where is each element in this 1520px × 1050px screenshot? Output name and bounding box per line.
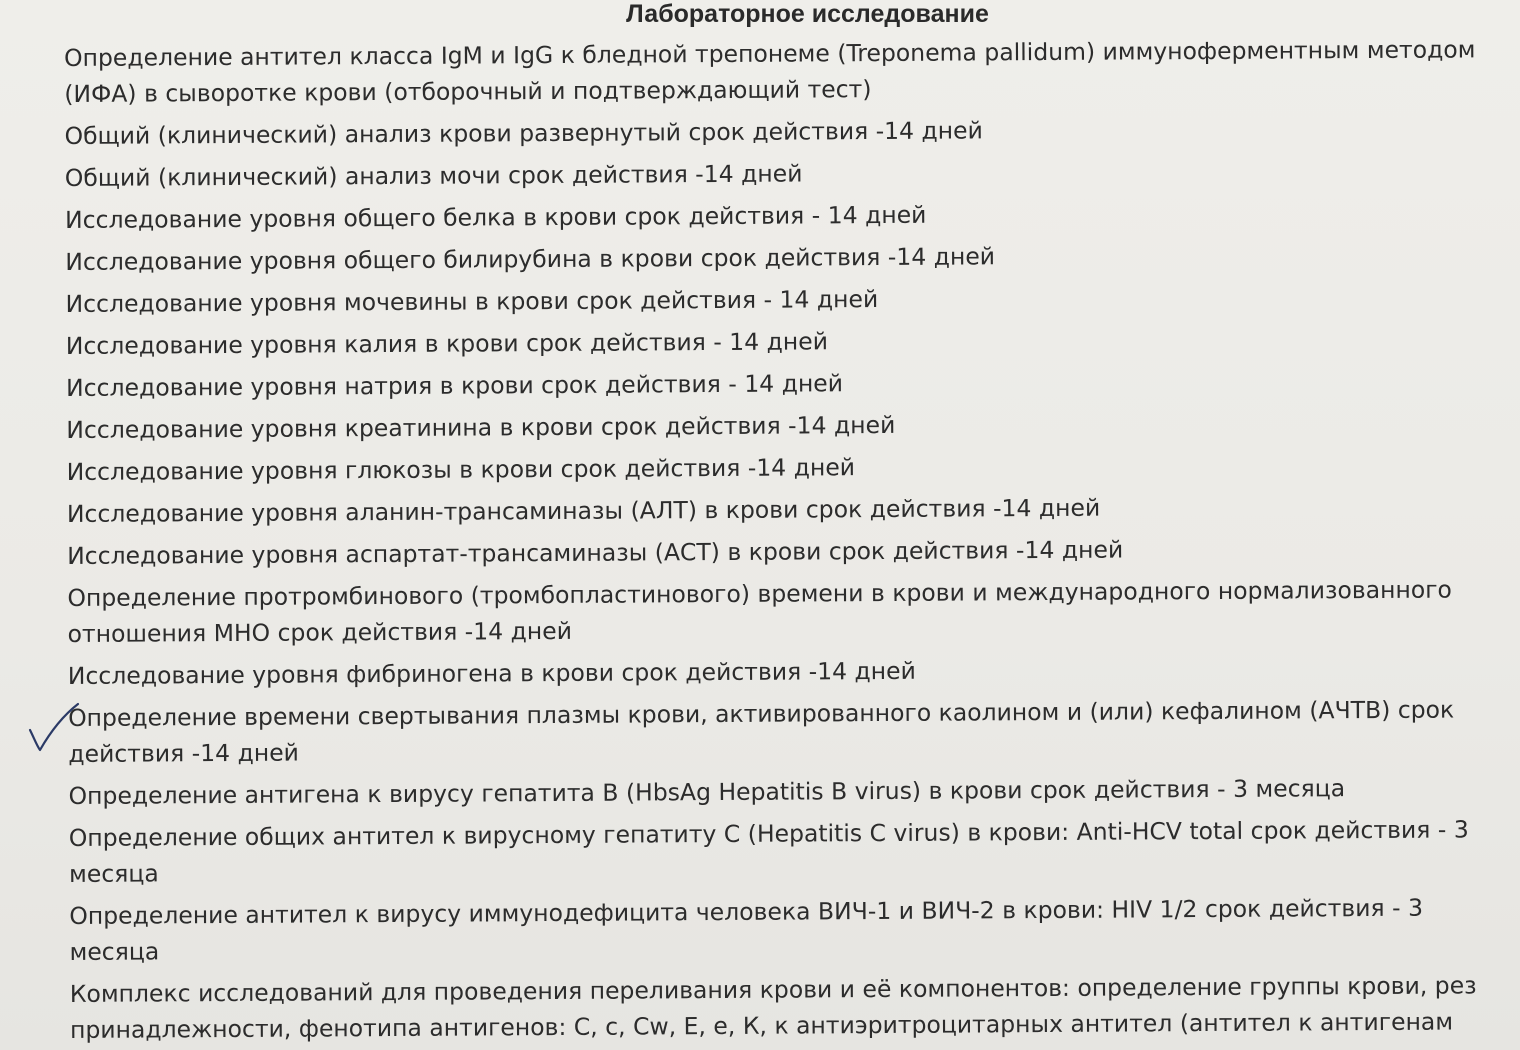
lab-test-list <box>64 31 1520 1050</box>
list-item: Исследование уровня аланин-трансаминазы (АЛТ) в крови срок действия -14 дней <box>66 493 1101 528</box>
list-item: Исследование уровня натрия в крови срок действия - 14 дней <box>66 369 844 402</box>
list-item: Общий (клинический) анализ крови развернутый срок действия -14 дней <box>64 116 983 150</box>
list-item: Исследование уровня глюкозы в крови срок действия -14 дней <box>66 453 856 486</box>
list-item: Определение антител класса IgM и IgG к бледной трепонеме (Treponema pallidum) иммуноферментным методом (ИФА) в сыворотке крови (отборочный и подтверждающий тест) <box>64 35 1476 108</box>
list-item: Комплекс исследований для проведения переливания крови и её компонентов: определение группы крови, рез принадлежности, фенотипа антигенов: С, с, Cw, Е, е, К, к антиэритроцитарных антител (антител к антигенам <box>69 971 1477 1044</box>
list-item: Исследование уровня фибриногена в крови срок действия -14 дней <box>67 656 916 690</box>
list-item: Определение общих антител к вирусному гепатиту С (Hepatitis C virus) в крови: Anti-HCV total срок действия - 3 месяца <box>68 815 1469 888</box>
list-item: Исследование уровня калия в крови срок действия - 14 дней <box>65 327 829 360</box>
list-item: Определение антител к вирусу иммунодефицита человека ВИЧ-1 и ВИЧ-2 в крови: HIV 1/2 срок действия - 3 месяца <box>69 893 1424 966</box>
document-title: Лабораторное исследование <box>626 0 989 28</box>
list-item: Исследование уровня креатинина в крови срок действия -14 дней <box>66 410 896 444</box>
list-item: Общий (клинический) анализ мочи срок действия -14 дней <box>64 159 803 192</box>
handwritten-checkmark-icon <box>24 700 84 756</box>
list-item: Определение антигена к вирусу гепатита В (HbsAg Hepatitis B virus) в крови срок действия - 3 месяца <box>68 774 1346 810</box>
list-item: Определение времени свертывания плазмы крови, активированного каолином и (или) кефалином (АЧТВ) срок действия -14 дней <box>68 695 1455 768</box>
list-item: Исследование уровня аспартат-трансаминазы (АСТ) в крови срок действия -14 дней <box>67 535 1124 570</box>
list-item: Исследование уровня мочевины в крови срок действия - 14 дней <box>65 285 879 318</box>
list-item: Исследование уровня общего билирубина в крови срок действия -14 дней <box>65 242 996 276</box>
list-item: Определение протромбинового (тромбопластинового) времени в крови и международного нормализованного отношения МНО срок действия -14 дней <box>67 575 1452 648</box>
list-item: Исследование уровня общего белка в крови срок действия - 14 дней <box>65 200 927 234</box>
